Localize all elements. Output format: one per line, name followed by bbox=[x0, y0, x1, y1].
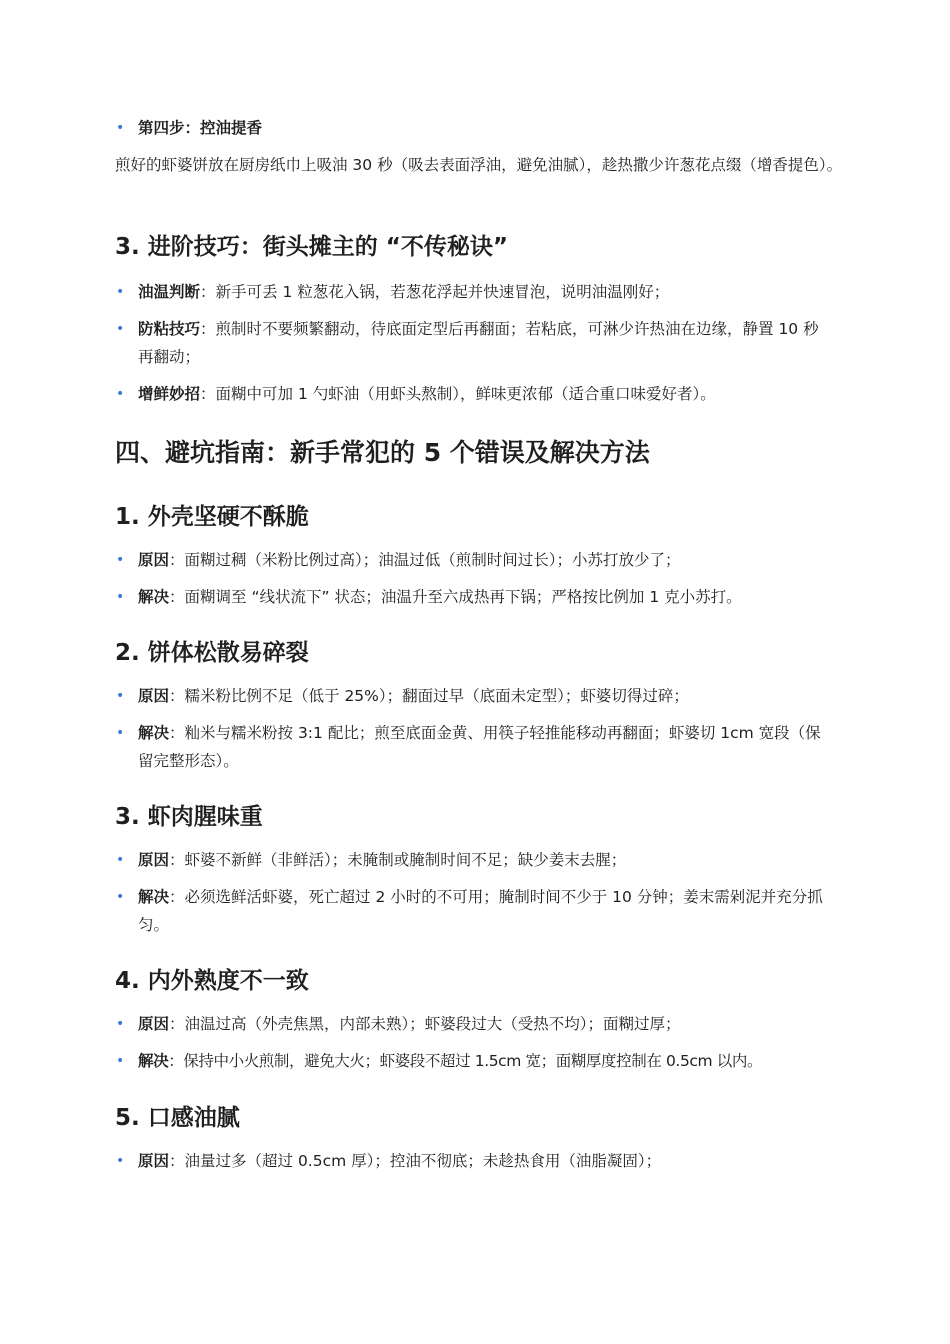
bullet-icon: • bbox=[116, 321, 125, 337]
list-item bbox=[115, 114, 855, 142]
cause-label: 原因 bbox=[138, 1015, 170, 1033]
fix-label: 解决 bbox=[138, 1052, 169, 1070]
list-item bbox=[115, 546, 855, 574]
fix-label: 解决 bbox=[138, 724, 170, 742]
item-label: 防粘技巧 bbox=[138, 320, 201, 338]
list-item bbox=[115, 883, 827, 939]
subsection-heading: 1. 外壳坚硬不酥脆 bbox=[115, 504, 309, 530]
list-item bbox=[115, 719, 827, 775]
cause-text: ：糯米粉比例不足（低于 25%）；翻面过早（底面未定型）；虾婆切得过碎； bbox=[169, 687, 689, 705]
step4-title: 第四步：控油提香 bbox=[138, 119, 263, 137]
bullet-icon: • bbox=[116, 688, 125, 704]
list-item bbox=[115, 846, 855, 874]
bullet-icon: • bbox=[116, 852, 125, 868]
list-item bbox=[115, 1047, 875, 1075]
cause-label: 原因 bbox=[138, 1152, 170, 1170]
cause-label: 原因 bbox=[138, 851, 170, 869]
bullet-icon: • bbox=[116, 725, 125, 741]
fix-label: 解决 bbox=[138, 588, 170, 606]
list-item bbox=[115, 583, 855, 611]
item-text: ：新手可丢 1 粒葱花入锅，若葱花浮起并快速冒泡，说明油温刚好； bbox=[200, 283, 670, 301]
bullet-icon: • bbox=[116, 589, 125, 605]
cause-text: ：油量过多（超过 0.5cm 厚）；控油不彻底；未趁热食用（油脂凝固）； bbox=[169, 1152, 662, 1170]
fix-text: ：必须选鲜活虾婆，死亡超过 2 小时的不可用；腌制时间不少于 10 分钟；姜末需剁泥并充分抓匀。 bbox=[138, 888, 823, 934]
section-heading: 3. 进阶技巧：街头摊主的 “不传秘诀” bbox=[115, 234, 508, 260]
bullet-icon: • bbox=[116, 889, 125, 905]
step4-paragraph: 煎好的虾婆饼放在厨房纸巾上吸油 30 秒（吸去表面浮油，避免油腻），趁热撒少许葱花点缀（增香提色）。 bbox=[115, 156, 843, 174]
fix-text: ：面糊调至 “线状流下” 状态；油温升至六成热再下锅；严格按比例加 1 克小苏打。 bbox=[169, 588, 742, 606]
subsection-heading: 4. 内外熟度不一致 bbox=[115, 968, 309, 994]
list-item bbox=[115, 278, 855, 306]
list-item bbox=[115, 1010, 855, 1038]
bullet-icon: • bbox=[116, 284, 125, 300]
bullet-icon: • bbox=[116, 120, 125, 136]
item-text: ：面糊中可加 1 勺虾油（用虾头熬制），鲜味更浓郁（适合重口味爱好者）。 bbox=[200, 385, 716, 403]
subsection-heading: 2. 饼体松散易碎裂 bbox=[115, 640, 309, 666]
fix-text: ：籼米与糯米粉按 3:1 配比；煎至底面金黄、用筷子轻推能移动再翻面；虾婆切 1cm 宽段（保留完整形态）。 bbox=[138, 724, 821, 770]
item-label: 增鲜妙招 bbox=[138, 385, 201, 403]
bullet-icon: • bbox=[116, 386, 125, 402]
fix-label: 解决 bbox=[138, 888, 170, 906]
list-item bbox=[115, 315, 827, 371]
item-label: 油温判断 bbox=[138, 283, 201, 301]
cause-label: 原因 bbox=[138, 687, 170, 705]
fix-text: ：保持中小火煎制，避免大火；虾婆段不超过 1.5cm 宽；面糊厚度控制在 0.5cm 以内。 bbox=[168, 1052, 763, 1070]
list-item bbox=[115, 682, 855, 710]
bullet-icon: • bbox=[116, 1153, 125, 1169]
list-item bbox=[115, 1147, 855, 1175]
item-text: ：煎制时不要频繁翻动，待底面定型后再翻面；若粘底，可淋少许热油在边缘，静置 10 秒再翻动； bbox=[138, 320, 819, 366]
cause-text: ：油温过高（外壳焦黑，内部未熟）；虾婆段过大（受热不均）；面糊过厚； bbox=[169, 1015, 681, 1033]
chapter-heading: 四、避坑指南：新手常犯的 5 个错误及解决方法 bbox=[115, 438, 650, 467]
bullet-icon: • bbox=[116, 552, 125, 568]
cause-label: 原因 bbox=[138, 551, 170, 569]
list-item bbox=[115, 380, 855, 408]
bullet-icon: • bbox=[116, 1053, 125, 1069]
subsection-heading: 5. 口感油腻 bbox=[115, 1105, 240, 1131]
cause-text: ：虾婆不新鲜（非鲜活）；未腌制或腌制时间不足；缺少姜末去腥； bbox=[169, 851, 627, 869]
bullet-icon: • bbox=[116, 1016, 125, 1032]
subsection-heading: 3. 虾肉腥味重 bbox=[115, 804, 263, 830]
cause-text: ：面糊过稠（米粉比例过高）；油温过低（煎制时间过长）；小苏打放少了； bbox=[169, 551, 681, 569]
